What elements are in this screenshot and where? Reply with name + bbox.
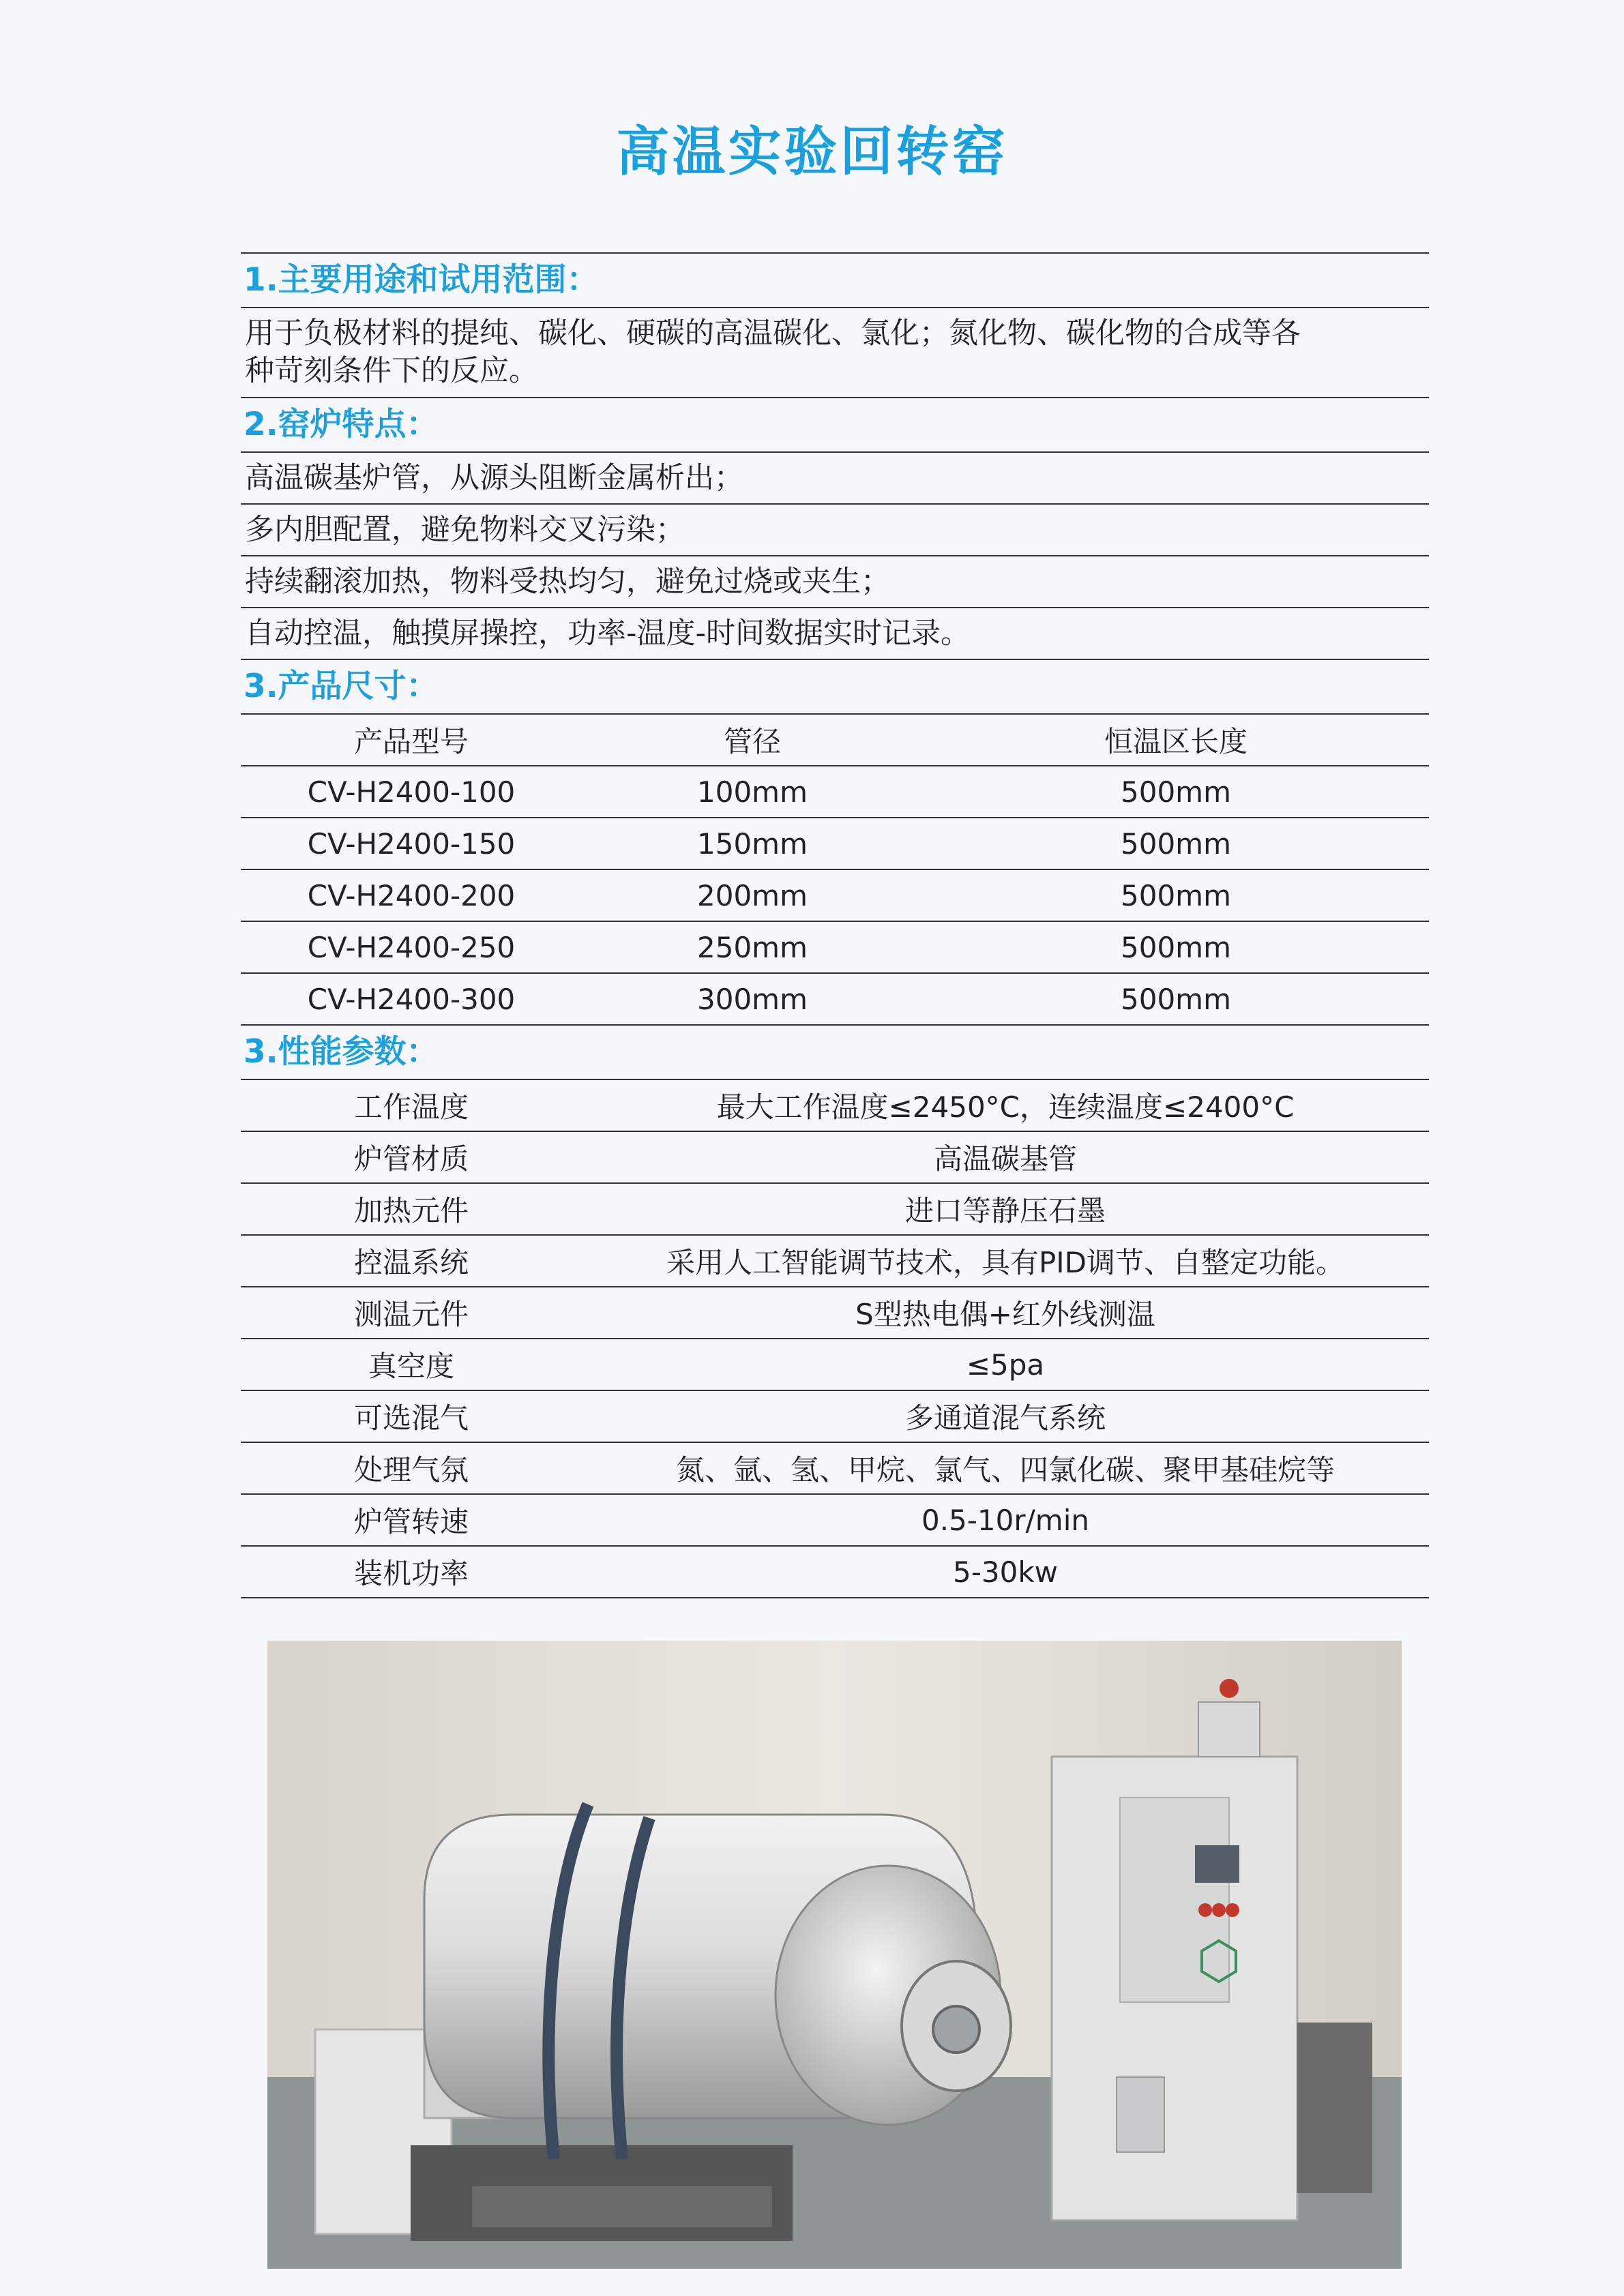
param-name-cell: 可选混气 bbox=[353, 1401, 469, 1435]
zone-length-cell: 500mm bbox=[1121, 775, 1231, 809]
usage-text bbox=[241, 308, 1429, 397]
table-row bbox=[241, 1132, 1429, 1182]
table-row bbox=[241, 818, 1429, 869]
model-cell: CV-H2400-250 bbox=[307, 930, 516, 964]
alarm-light bbox=[1220, 1679, 1239, 1698]
table-row bbox=[241, 922, 1429, 972]
pipe-assembly bbox=[472, 2186, 772, 2227]
model-cell: CV-H2400-300 bbox=[307, 982, 516, 1016]
zone-length-cell: 500mm bbox=[1121, 878, 1231, 912]
diameter-cell: 200mm bbox=[697, 878, 808, 912]
param-name-cell: 炉管材质 bbox=[353, 1142, 469, 1176]
param-value-cell: 多通道混气系统 bbox=[904, 1401, 1106, 1435]
vacuum-pump bbox=[1297, 2023, 1372, 2193]
viewport bbox=[933, 2006, 979, 2053]
zone-length-cell: 500mm bbox=[1121, 826, 1231, 861]
table-row bbox=[241, 1080, 1429, 1131]
param-value-cell: 0.5-10r/min bbox=[921, 1503, 1089, 1537]
table-row bbox=[241, 1184, 1429, 1234]
model-cell: CV-H2400-100 bbox=[307, 775, 516, 809]
section-heading-usage: 1.主要用途和试用范围： bbox=[243, 261, 599, 299]
dimension-table-header bbox=[241, 715, 1429, 765]
diameter-cell: 300mm bbox=[697, 982, 808, 1016]
table-row bbox=[241, 1391, 1429, 1442]
cabinet-top bbox=[1198, 1702, 1260, 1757]
diameter-cell: 100mm bbox=[697, 775, 808, 809]
param-value-cell: S型热电偶+红外线测温 bbox=[855, 1298, 1155, 1331]
param-value-cell: 5-30kw bbox=[953, 1555, 1058, 1589]
param-value-cell: ≤5pa bbox=[966, 1347, 1045, 1382]
table-row bbox=[241, 1339, 1429, 1390]
param-name-cell: 真空度 bbox=[368, 1350, 454, 1383]
param-value-cell: 进口等静压石墨 bbox=[904, 1194, 1106, 1227]
param-name-cell: 处理气氛 bbox=[353, 1453, 469, 1487]
param-name-cell: 控温系统 bbox=[353, 1246, 469, 1279]
param-name-cell: 测温元件 bbox=[353, 1298, 469, 1331]
indicator-button bbox=[1212, 1903, 1226, 1917]
param-value-cell: 高温碳基管 bbox=[933, 1142, 1077, 1176]
table-row bbox=[241, 766, 1429, 817]
column-header: 产品型号 bbox=[353, 725, 469, 758]
table-row bbox=[241, 1547, 1429, 1597]
table-row bbox=[241, 1236, 1429, 1286]
feature-item: 多内胆配置，避免物料交叉污染； bbox=[245, 513, 685, 547]
divider bbox=[241, 1597, 1429, 1598]
column-header: 管径 bbox=[723, 725, 781, 758]
product-photo bbox=[267, 1641, 1402, 2269]
indicator-button bbox=[1226, 1903, 1239, 1917]
zone-length-cell: 500mm bbox=[1121, 930, 1231, 964]
param-value-cell: 最大工作温度≤2450°C，连续温度≤2400°C bbox=[716, 1090, 1295, 1124]
param-value-cell: 采用人工智能调节技术，具有PID调节、自整定功能。 bbox=[666, 1246, 1345, 1279]
param-name-cell: 炉管转速 bbox=[353, 1505, 469, 1538]
page-title: 高温实验回转窑 bbox=[616, 121, 1008, 183]
table-row bbox=[241, 1495, 1429, 1545]
zone-length-cell: 500mm bbox=[1121, 982, 1231, 1016]
table-row bbox=[241, 974, 1429, 1024]
model-cell: CV-H2400-200 bbox=[307, 878, 516, 912]
param-value-cell: 氮、氩、氢、甲烷、氯气、四氯化碳、聚甲基硅烷等 bbox=[675, 1453, 1335, 1487]
usage-text-line: 种苛刻条件下的反应。 bbox=[245, 354, 538, 388]
section-heading-performance: 3.性能参数： bbox=[243, 1033, 439, 1071]
table-row bbox=[241, 1287, 1429, 1338]
feature-item: 自动控温，触摸屏操控，功率-温度-时间数据实时记录。 bbox=[245, 616, 971, 651]
indicator-button bbox=[1198, 1903, 1212, 1917]
cabinet-door bbox=[1120, 1798, 1229, 2002]
table-row bbox=[241, 1443, 1429, 1493]
feature-item: 持续翻滚加热，物料受热均匀，避免过烧或夹生； bbox=[245, 565, 890, 599]
param-name-cell: 加热元件 bbox=[353, 1194, 469, 1227]
param-name-cell: 装机功率 bbox=[353, 1557, 469, 1590]
table-row bbox=[241, 870, 1429, 921]
feature-item: 高温碳基炉管，从源头阻断金属析出； bbox=[245, 461, 743, 495]
rotary-kiln-illustration bbox=[267, 1641, 1402, 2269]
spec-sheet bbox=[241, 252, 1429, 1598]
touch-screen bbox=[1195, 1845, 1239, 1883]
diameter-cell: 150mm bbox=[697, 826, 808, 861]
diameter-cell: 250mm bbox=[697, 930, 808, 964]
column-header: 恒温区长度 bbox=[1104, 725, 1247, 758]
vent-grille bbox=[1117, 2077, 1164, 2152]
section-heading-features: 2.窑炉特点： bbox=[243, 406, 439, 443]
section-heading-dimensions: 3.产品尺寸： bbox=[243, 668, 439, 705]
usage-text-line: 用于负极材料的提纯、碳化、硬碳的高温碳化、氯化；氮化物、碳化物的合成等各 bbox=[245, 316, 1301, 351]
model-cell: CV-H2400-150 bbox=[307, 826, 516, 861]
param-name-cell: 工作温度 bbox=[353, 1090, 469, 1124]
